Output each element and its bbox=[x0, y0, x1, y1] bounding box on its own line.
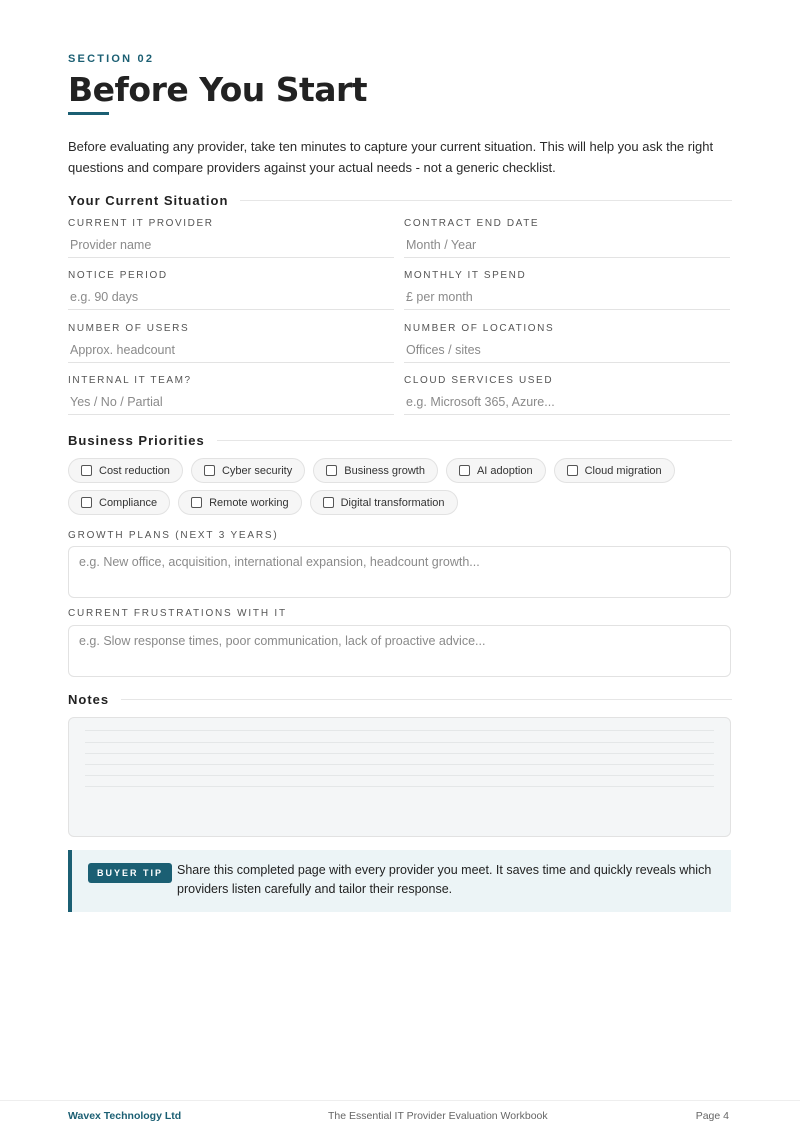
notice-period-input[interactable]: e.g. 90 days bbox=[68, 286, 394, 310]
checkbox-icon[interactable] bbox=[191, 497, 202, 508]
section-label: SECTION 02 bbox=[68, 53, 155, 65]
notes-rule bbox=[85, 742, 714, 743]
checkbox-icon[interactable] bbox=[326, 465, 337, 476]
chip-label: Compliance bbox=[99, 496, 158, 509]
notes-rule bbox=[85, 775, 714, 776]
buyer-tip-badge: BUYER TIP bbox=[88, 863, 172, 883]
current-situation-heading bbox=[68, 193, 732, 208]
heading-divider bbox=[121, 699, 732, 700]
footer-page-number: Page 4 bbox=[695, 1110, 729, 1122]
checkbox-icon[interactable] bbox=[459, 465, 470, 476]
priority-chip-row bbox=[68, 458, 675, 483]
frustrations-label: CURRENT FRUSTRATIONS WITH IT bbox=[68, 608, 287, 619]
checkbox-icon[interactable] bbox=[567, 465, 578, 476]
checkbox-icon[interactable] bbox=[204, 465, 215, 476]
chip-label: Remote working bbox=[209, 496, 289, 509]
buyer-tip-callout bbox=[68, 850, 731, 912]
priority-remote-working[interactable] bbox=[178, 490, 301, 515]
chip-label: Business growth bbox=[344, 464, 425, 477]
footer-document-title: The Essential IT Provider Evaluation Workbook bbox=[328, 1110, 548, 1122]
field-notice-period bbox=[68, 270, 394, 310]
field-label: MONTHLY IT SPEND bbox=[404, 270, 527, 281]
chip-label: Cost reduction bbox=[99, 464, 170, 477]
priority-business-growth[interactable] bbox=[313, 458, 438, 483]
notes-rule bbox=[85, 764, 714, 765]
priority-digital-transformation[interactable] bbox=[310, 490, 458, 515]
priority-ai-adoption[interactable] bbox=[446, 458, 546, 483]
buyer-tip-text: Share this completed page with every provider you meet. It saves time and quickly reveals which providers listen carefully and tailor their response. bbox=[177, 863, 712, 896]
footer-divider bbox=[0, 1100, 800, 1101]
monthly-it-spend-input[interactable]: £ per month bbox=[404, 286, 730, 310]
checkbox-icon[interactable] bbox=[81, 465, 92, 476]
business-priorities-heading bbox=[68, 433, 732, 448]
intro-paragraph: Before evaluating any provider, take ten minutes to capture your current situation. This will help you ask the right questions and compare providers against your actual needs - not a generic checklist. bbox=[68, 139, 714, 175]
heading-divider bbox=[240, 200, 732, 201]
frustrations-textarea[interactable]: e.g. Slow response times, poor communication, lack of proactive advice... bbox=[68, 625, 731, 677]
priority-cloud-migration[interactable] bbox=[554, 458, 675, 483]
field-label: INTERNAL IT TEAM? bbox=[68, 375, 192, 386]
field-label: NUMBER OF LOCATIONS bbox=[404, 323, 555, 334]
growth-plans-label: GROWTH PLANS (NEXT 3 YEARS) bbox=[68, 530, 279, 541]
priority-chip-row bbox=[68, 490, 458, 515]
field-number-of-users bbox=[68, 323, 394, 363]
contract-end-date-input[interactable]: Month / Year bbox=[404, 234, 730, 258]
chip-label: AI adoption bbox=[476, 464, 533, 477]
notes-title: Notes bbox=[68, 692, 110, 707]
chip-label: Cyber security bbox=[221, 464, 293, 477]
chip-label: Digital transformation bbox=[340, 496, 445, 509]
page-title: Before You Start bbox=[68, 70, 368, 109]
field-label: NUMBER OF USERS bbox=[68, 323, 190, 334]
business-priorities-title: Business Priorities bbox=[68, 433, 205, 448]
number-of-locations-input[interactable]: Offices / sites bbox=[404, 339, 730, 363]
cloud-services-used-input[interactable]: e.g. Microsoft 365, Azure... bbox=[404, 391, 730, 415]
field-label: CLOUD SERVICES USED bbox=[404, 375, 554, 386]
chip-label: Cloud migration bbox=[584, 464, 662, 477]
notes-area[interactable] bbox=[68, 717, 731, 837]
field-label: CURRENT IT PROVIDER bbox=[68, 218, 214, 229]
field-internal-it-team bbox=[68, 375, 394, 415]
field-current-provider bbox=[68, 218, 394, 258]
internal-it-team-input[interactable]: Yes / No / Partial bbox=[68, 391, 394, 415]
field-number-of-locations bbox=[404, 323, 730, 363]
notes-heading bbox=[68, 692, 732, 707]
title-underline bbox=[68, 112, 109, 115]
field-cloud-services-used bbox=[404, 375, 730, 415]
checkbox-icon[interactable] bbox=[81, 497, 92, 508]
notes-rule bbox=[85, 730, 714, 731]
field-label: CONTRACT END DATE bbox=[404, 218, 540, 229]
current-situation-title: Your Current Situation bbox=[68, 193, 229, 208]
notes-rule bbox=[85, 786, 714, 787]
heading-divider bbox=[217, 440, 732, 441]
priority-cyber-security[interactable] bbox=[191, 458, 305, 483]
growth-plans-textarea[interactable]: e.g. New office, acquisition, international expansion, headcount growth... bbox=[68, 546, 731, 598]
priority-cost-reduction[interactable] bbox=[68, 458, 183, 483]
field-contract-end-date bbox=[404, 218, 730, 258]
notes-rule bbox=[85, 753, 714, 754]
field-monthly-it-spend bbox=[404, 270, 730, 310]
current-provider-input[interactable]: Provider name bbox=[68, 234, 394, 258]
priority-compliance[interactable] bbox=[68, 490, 170, 515]
field-label: NOTICE PERIOD bbox=[68, 270, 168, 281]
number-of-users-input[interactable]: Approx. headcount bbox=[68, 339, 394, 363]
checkbox-icon[interactable] bbox=[323, 497, 334, 508]
footer-company: Wavex Technology Ltd bbox=[68, 1110, 182, 1122]
